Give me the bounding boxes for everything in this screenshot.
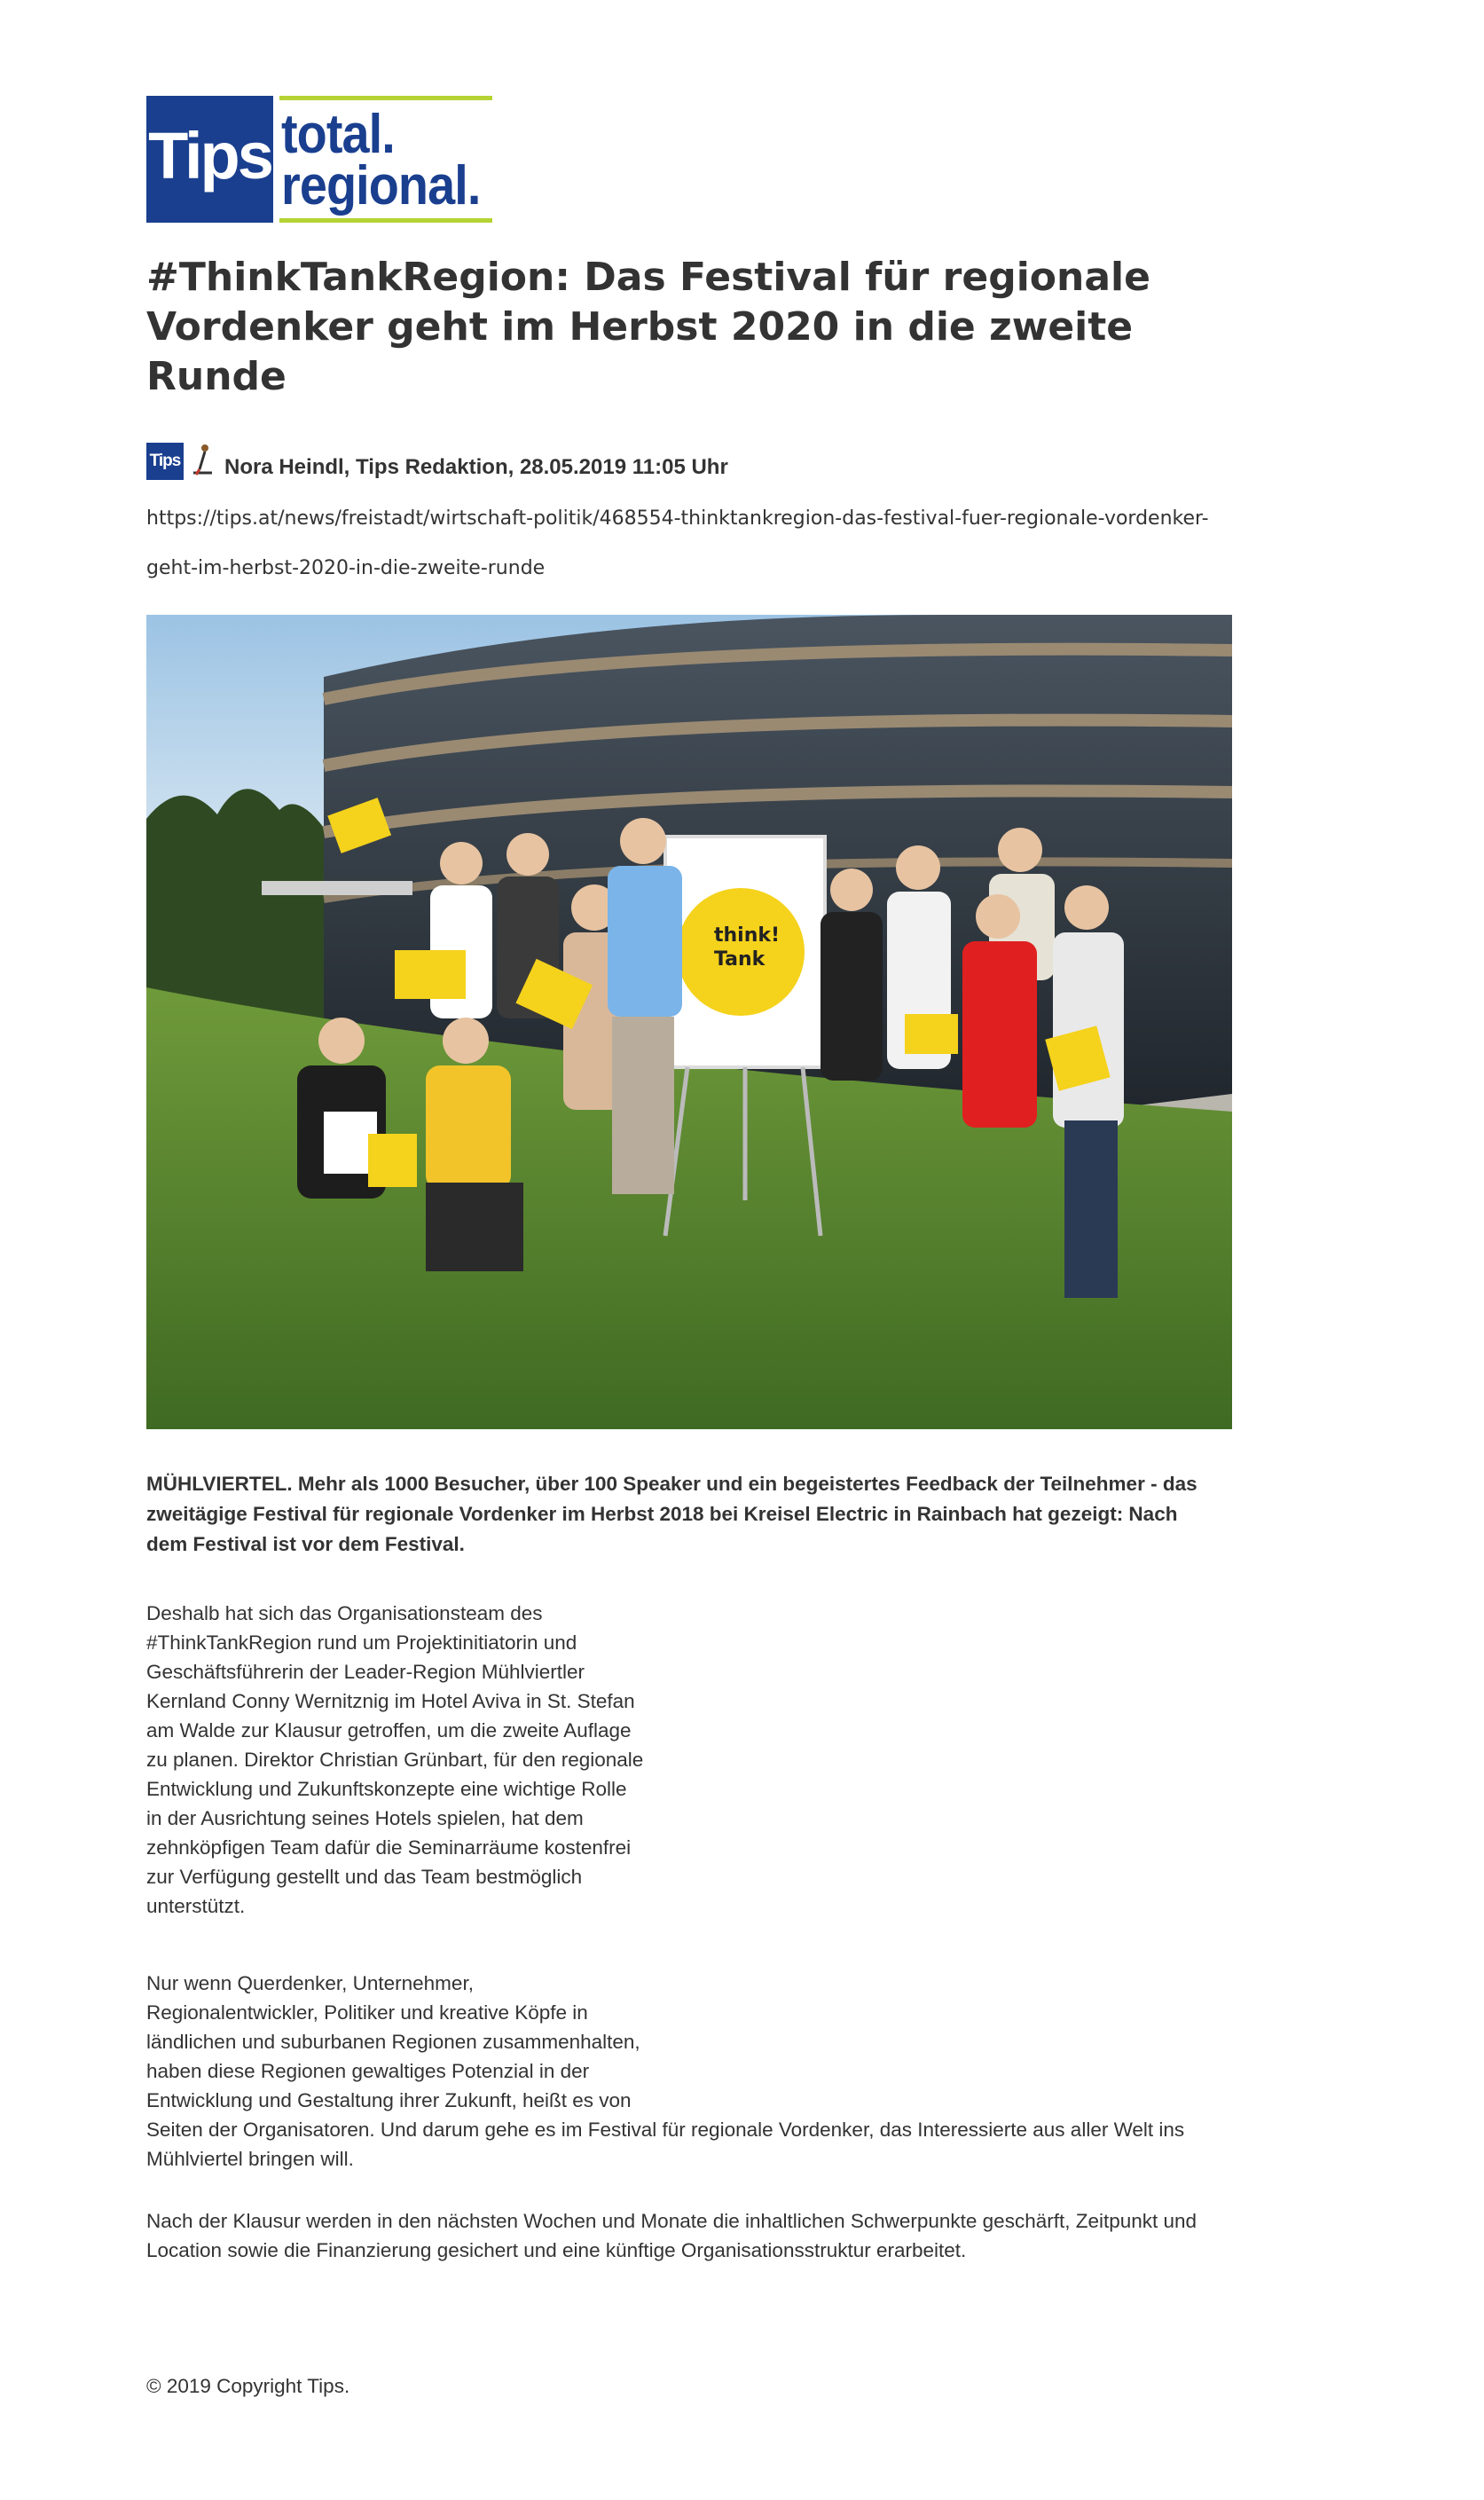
logo-word-total: total. [281,104,395,165]
byline [146,442,728,481]
lead-line: zweitägige Festival für regionale Vordenker im Herbst 2018 bei Kreisel Electric in Rainbach hat gezeigt: Nach [146,1503,1178,1525]
para1-line: Kernland Conny Wernitznig im Hotel Aviva in St. Stefan [146,1690,635,1712]
para3-line: Location sowie die Finanzierung gesichert und eine künftige Organisationsstruktur erarbeitet. [146,2239,967,2261]
para1-line: #ThinkTankRegion rund um Projektinitiatorin und [146,1631,577,1654]
lead-line: dem Festival ist vor dem Festival. [146,1533,465,1555]
headline-line: Vordenker geht im Herbst 2020 in die zweite [146,304,1134,350]
logo-rule-top [279,96,492,100]
para2-line: haben diese Regionen gewaltiges Potenzial in der [146,2060,590,2082]
byline-text: Nora Heindl, Tips Redaktion, 28.05.2019 11:05 Uhr [224,455,728,479]
headline-line: #ThinkTankRegion: Das Festival für regionale [146,255,1150,300]
article-paragraph-1 [146,1599,705,1921]
tips-mini-logo: Tips [146,443,184,480]
para1-line: am Walde zur Klausur getroffen, um die zweite Auflage [146,1719,632,1741]
para2-line: Nur wenn Querdenker, Unternehmer, [146,1972,474,1994]
article-photo [146,615,1232,1429]
group-photo-illustration [146,615,1232,1429]
flipchart-text: Tank [714,948,766,971]
article-paragraph-3 [146,2206,1326,2265]
para2-line: Seiten der Organisatoren. Und darum gehe es im Festival für regionale Vordenker, das Interessierte aus aller Welt ins [146,2119,1185,2141]
para1-line: Entwicklung und Zukunftskonzepte eine wichtige Rolle [146,1778,627,1800]
para1-line: Deshalb hat sich das Organisationsteam des [146,1602,543,1624]
logo-rule-bottom [279,218,492,223]
para2-line: Entwicklung und Gestaltung ihrer Zukunft, heißt es von [146,2089,632,2111]
para1-line: unterstützt. [146,1895,246,1917]
flipchart-text: think! [714,924,781,947]
logo-word-regional: regional. [281,155,481,216]
article-headline [146,253,1264,402]
para2-line: ländlichen und suburbanen Regionen zusammenhalten, [146,2031,640,2053]
lead-line: MÜHLVIERTEL. Mehr als 1000 Besucher, über 100 Speaker und ein begeistertes Feedback der Teilnehmer - das [146,1473,1197,1495]
tips-logo-box [146,96,273,223]
article-url[interactable] [146,494,1299,594]
tips-logo-box-text: Tips [148,119,271,193]
copyright-notice: © 2019 Copyright Tips. [146,2375,350,2397]
para3-line: Nach der Klausur werden in den nächsten Wochen und Monate die inhaltlichen Schwerpunkte geschärft, Zeitpunkt und [146,2210,1197,2232]
para1-line: in der Ausrichtung seines Hotels spielen, hat dem [146,1807,584,1829]
article-paragraph-2 [146,1969,1326,2174]
para1-line: zehnköpfigen Team dafür die Seminarräume kostenfrei [146,1836,632,1859]
url-line[interactable]: https://tips.at/news/freistadt/wirtschaft-politik/468554-thinktankregion-das-festival-fuer-regionale-vordenker- [146,507,1209,530]
para1-line: Geschäftsführerin der Leader-Region Mühlviertler [146,1661,585,1683]
para2-line: Mühlviertel bringen will. [146,2148,354,2170]
article-lead [146,1469,1326,1560]
tips-logo [146,96,492,224]
para1-line: zu planen. Direktor Christian Grünbart, für den regionale [146,1749,644,1771]
url-line[interactable]: geht-im-herbst-2020-in-die-zweite-runde [146,557,546,579]
para1-line: zur Verfügung gestellt und das Team bestmöglich [146,1866,583,1888]
para2-line: Regionalentwickler, Politiker und kreative Köpfe in [146,2001,588,2024]
pen-author-icon [191,443,214,480]
headline-line: Runde [146,354,287,399]
